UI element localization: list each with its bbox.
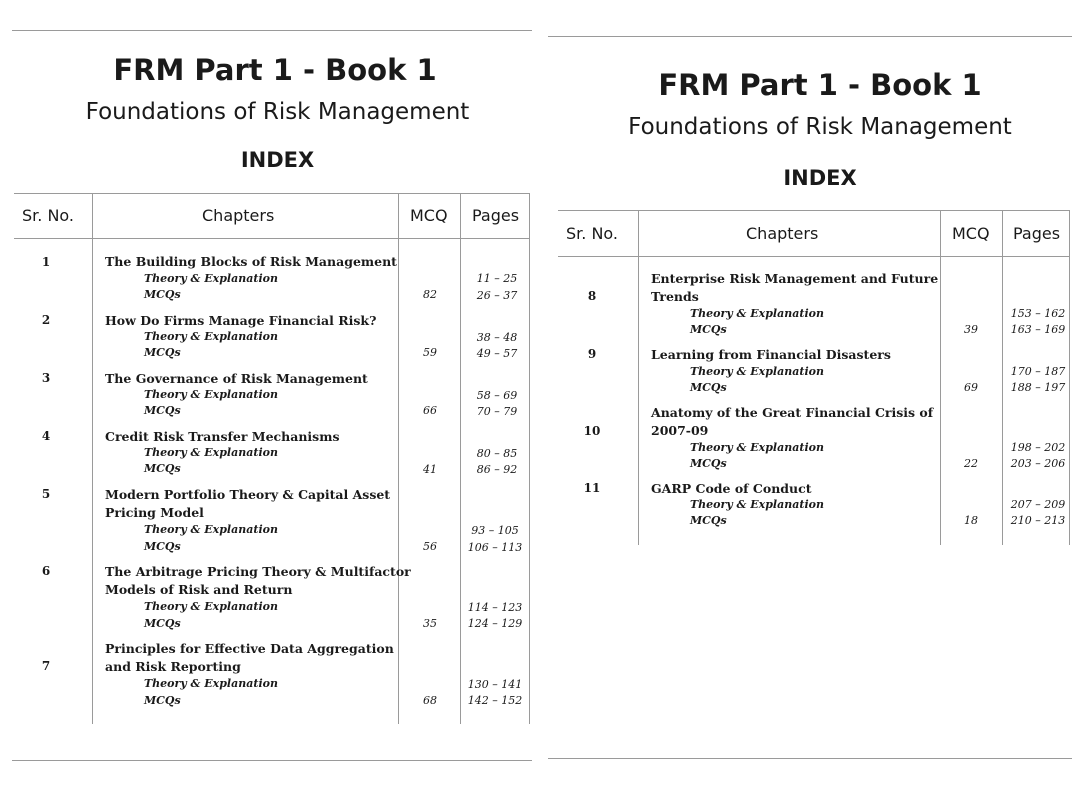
col-header-pages: Pages	[1013, 224, 1061, 243]
mcq-pages: 106 – 113	[467, 541, 523, 554]
col-header-sr: Sr. No.	[566, 224, 618, 243]
theory-pages: 11 – 25	[476, 272, 518, 285]
book-subtitle: Foundations of Risk Management	[85, 99, 470, 125]
theory-pages: 153 – 162	[1010, 307, 1066, 320]
row-sr-no: 10	[583, 424, 601, 438]
theory-label: Theory & Explanation	[144, 330, 278, 343]
col-header-chapters: Chapters	[746, 224, 819, 243]
mcq-pages: 163 – 169	[1010, 323, 1066, 336]
book-subtitle: Foundations of Risk Management	[628, 114, 1012, 140]
mcq-count: 82	[423, 288, 437, 301]
table-header-top-rule	[558, 210, 1070, 211]
theory-pages: 38 – 48	[476, 331, 518, 344]
index-heading: INDEX	[240, 148, 315, 172]
row-sr-no: 5	[41, 487, 51, 501]
mcqs-label: MCQs	[690, 457, 727, 470]
mcq-count: 22	[964, 457, 978, 470]
mcqs-label: MCQs	[144, 404, 181, 417]
theory-label: Theory & Explanation	[144, 272, 278, 285]
mcqs-label: MCQs	[144, 540, 181, 553]
mcqs-label: MCQs	[144, 694, 181, 707]
bottom-rule	[12, 760, 532, 761]
theory-pages: 130 – 141	[467, 678, 523, 691]
row-sr-no: 4	[41, 429, 51, 443]
mcq-count: 56	[423, 540, 437, 553]
mcq-count: 35	[423, 617, 437, 630]
mcq-count: 39	[964, 323, 978, 336]
chapter-title: Principles for Effective Data Aggregation	[105, 641, 394, 656]
theory-label: Theory & Explanation	[690, 498, 824, 511]
chapter-title-cont: Trends	[651, 289, 699, 304]
col-header-sr: Sr. No.	[22, 206, 74, 225]
row-sr-no: 9	[587, 347, 597, 361]
theory-pages: 58 – 69	[476, 389, 518, 402]
col-header-mcq: MCQ	[952, 224, 990, 243]
theory-pages: 198 – 202	[1010, 441, 1066, 454]
chapter-title-cont: and Risk Reporting	[105, 659, 241, 674]
table-header-bottom-rule	[558, 256, 1070, 257]
mcq-pages: 86 – 92	[476, 463, 518, 476]
row-sr-no: 11	[583, 481, 601, 495]
theory-label: Theory & Explanation	[690, 307, 824, 320]
right-page	[540, 0, 1080, 791]
row-sr-no: 8	[587, 289, 597, 303]
index-heading: INDEX	[783, 166, 857, 190]
col-divider	[92, 194, 93, 724]
chapter-title: The Arbitrage Pricing Theory & Multifactor	[105, 564, 411, 579]
mcqs-label: MCQs	[144, 346, 181, 359]
col-divider	[460, 194, 461, 724]
chapter-title: Credit Risk Transfer Mechanisms	[105, 429, 340, 444]
mcq-pages: 124 – 129	[467, 617, 523, 630]
mcq-count: 18	[964, 514, 978, 527]
row-sr-no: 2	[41, 313, 51, 327]
theory-pages: 93 – 105	[471, 524, 519, 537]
theory-pages: 80 – 85	[476, 447, 518, 460]
bottom-rule	[548, 758, 1072, 759]
col-divider	[398, 194, 399, 724]
chapter-title: Anatomy of the Great Financial Crisis of	[651, 405, 934, 420]
theory-label: Theory & Explanation	[144, 446, 278, 459]
mcq-count: 59	[423, 346, 437, 359]
chapter-title-cont: Models of Risk and Return	[105, 582, 293, 597]
col-divider	[1002, 211, 1003, 545]
col-divider	[1069, 211, 1070, 545]
book-title: FRM Part 1 - Book 1	[658, 68, 982, 102]
mcq-count: 41	[423, 463, 437, 476]
mcq-count: 69	[964, 381, 978, 394]
theory-pages: 207 – 209	[1010, 498, 1066, 511]
row-sr-no: 7	[41, 659, 51, 673]
mcqs-label: MCQs	[144, 617, 181, 630]
col-divider	[940, 211, 941, 545]
mcq-pages: 203 – 206	[1010, 457, 1066, 470]
mcqs-label: MCQs	[690, 323, 727, 336]
chapter-title: How Do Firms Manage Financial Risk?	[105, 313, 377, 328]
chapter-title: Enterprise Risk Management and Future	[651, 271, 939, 286]
mcqs-label: MCQs	[144, 288, 181, 301]
chapter-title-cont: Pricing Model	[105, 505, 204, 520]
chapter-title: GARP Code of Conduct	[651, 481, 812, 496]
mcq-pages: 26 – 37	[476, 289, 518, 302]
mcq-count: 66	[423, 404, 437, 417]
row-sr-no: 1	[41, 255, 51, 269]
mcqs-label: MCQs	[690, 514, 727, 527]
chapter-title-cont: 2007-09	[651, 423, 709, 438]
mcq-pages: 70 – 79	[476, 405, 518, 418]
col-header-chapters: Chapters	[202, 206, 275, 225]
mcqs-label: MCQs	[690, 381, 727, 394]
chapter-title: The Building Blocks of Risk Management	[105, 254, 397, 269]
col-header-mcq: MCQ	[410, 206, 448, 225]
top-rule	[12, 30, 532, 31]
row-sr-no: 3	[41, 371, 51, 385]
mcq-pages: 142 – 152	[467, 694, 523, 707]
theory-pages: 170 – 187	[1010, 365, 1066, 378]
row-sr-no: 6	[41, 564, 51, 578]
col-divider	[638, 211, 639, 545]
chapter-title: Modern Portfolio Theory & Capital Asset	[105, 487, 391, 502]
chapter-title: The Governance of Risk Management	[105, 371, 368, 386]
theory-pages: 114 – 123	[467, 601, 523, 614]
book-title: FRM Part 1 - Book 1	[113, 53, 437, 87]
theory-label: Theory & Explanation	[144, 388, 278, 401]
chapter-title: Learning from Financial Disasters	[651, 347, 891, 362]
theory-label: Theory & Explanation	[144, 600, 278, 613]
mcq-pages: 210 – 213	[1010, 514, 1066, 527]
col-header-pages: Pages	[472, 206, 520, 225]
top-rule	[548, 36, 1072, 37]
mcq-pages: 49 – 57	[476, 347, 518, 360]
mcq-count: 68	[423, 694, 437, 707]
mcqs-label: MCQs	[144, 462, 181, 475]
theory-label: Theory & Explanation	[144, 523, 278, 536]
theory-label: Theory & Explanation	[144, 677, 278, 690]
theory-label: Theory & Explanation	[690, 441, 824, 454]
mcq-pages: 188 – 197	[1010, 381, 1066, 394]
theory-label: Theory & Explanation	[690, 365, 824, 378]
